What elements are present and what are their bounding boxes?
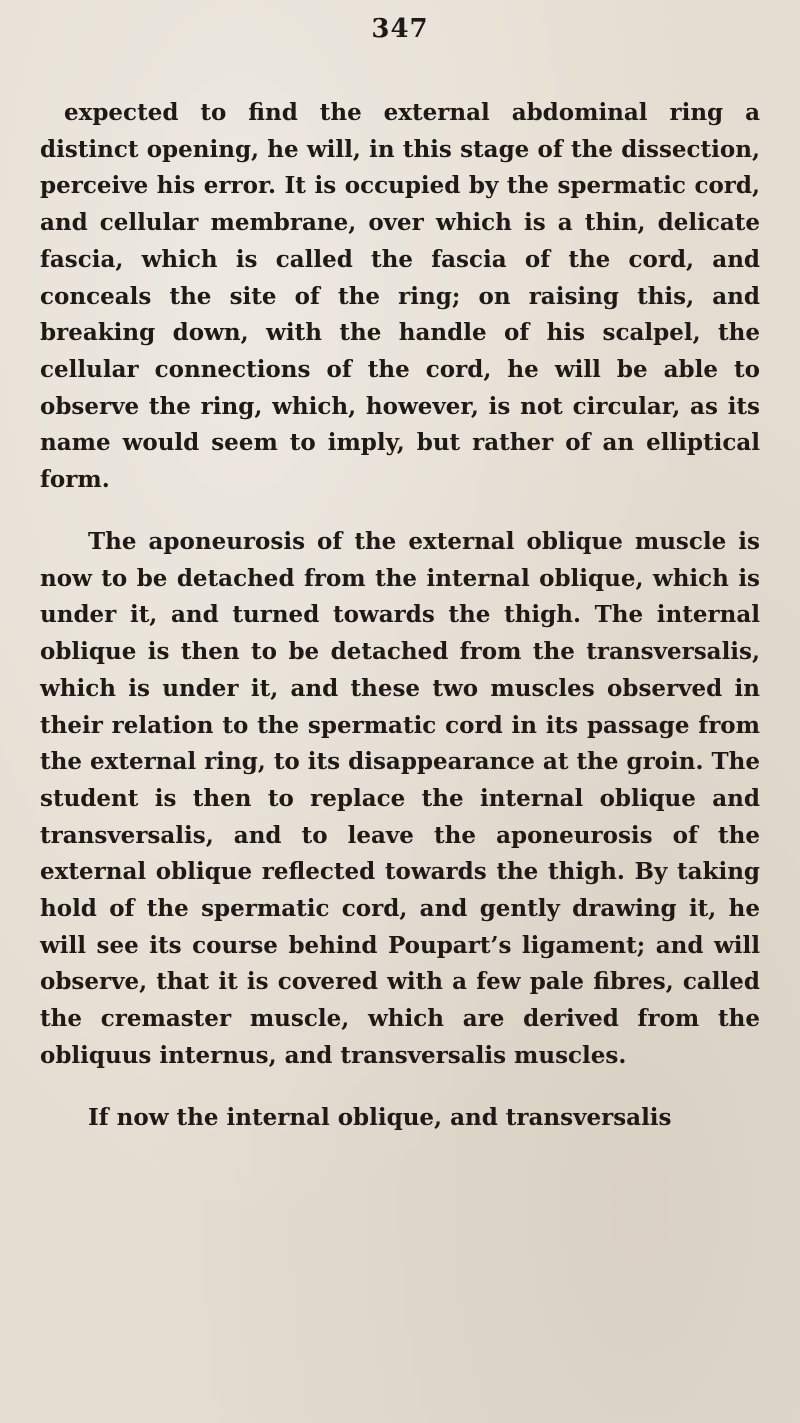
page-number: 347 (371, 14, 429, 44)
paragraph-3: If now the internal oblique, and transversalis (88, 1104, 672, 1131)
paragraph-1: expected to find the external abdominal ring a distinct opening, he will, in this stage of the dissection, perceive his error. It is occupied by the spermatic cord, and cellular membrane, over which is a thin, delicate fascia, which is called the fascia of the cord, and conceals the site of the ring; on raising this, and breaking down, with the handle of his scalpel, the cellular connections of the cord, he will be able to observe the ring, which, however, is not circular, as its name would seem to imply, but rather of an elliptical form. (40, 99, 760, 494)
paragraph-2: The aponeurosis of the external oblique muscle is now to be detached from the internal oblique, which is under it, and turned towards the thigh. The internal oblique is then to be detached from the transversalis, which is under it, and these two muscles observed in their relation to the spermatic cord in its passage from the external ring, to its disappearance at the groin. The student is then to replace the internal oblique and transversalis, and to leave the aponeurosis of the external oblique reflected towards the thigh. By taking hold of the spermatic cord, and gently drawing it, he will see its course behind Poupart’s ligament; and will observe, that it is covered with a few pale fibres, called the cremaster muscle, which are derived from the obliquus internus, and transversalis muscles. (40, 528, 760, 1069)
